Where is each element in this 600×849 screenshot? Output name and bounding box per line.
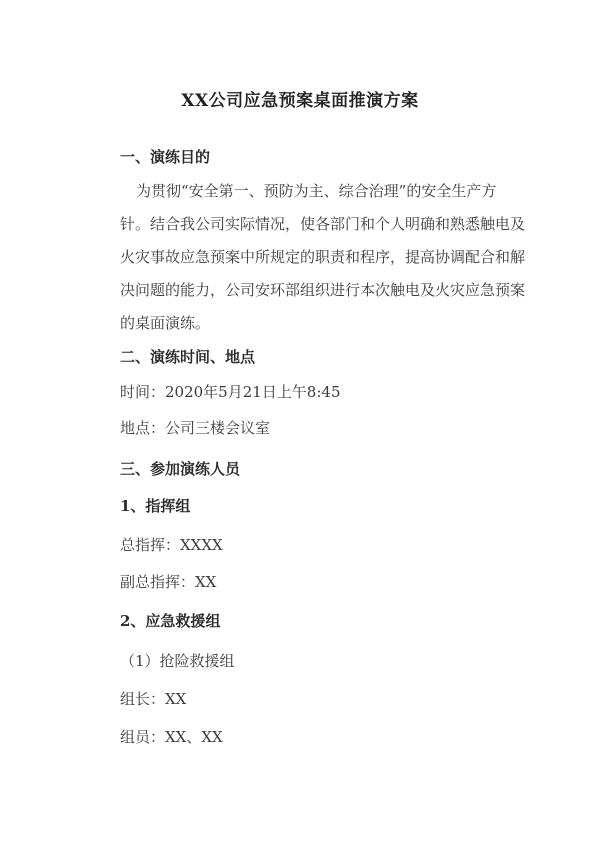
subheading-command-group: 1、指挥组 [120, 497, 191, 515]
purpose-line-2: 针。结合我公司实际情况，使各部门和个人明确和熟悉触电及 [120, 215, 526, 233]
group-members-line: 组员：XX、XX [120, 728, 223, 746]
rescue-subgroup-title: （1）抢险救援组 [120, 652, 235, 670]
commander-line: 总指挥：XXXX [120, 536, 223, 554]
purpose-line-1: 为贯彻“安全第一、预防为主、综合治理”的安全生产方 [136, 182, 497, 200]
section-heading-participants: 三、参加演练人员 [120, 460, 241, 478]
purpose-line-3: 火灾事故应急预案中所规定的职责和程序，提高协调配合和解 [120, 248, 526, 266]
deputy-commander-line: 副总指挥：XX [120, 573, 217, 591]
drill-place: 地点：公司三楼会议室 [120, 419, 271, 437]
section-heading-purpose: 一、演练目的 [120, 148, 211, 166]
document-title: XX公司应急预案桌面推演方案 [181, 91, 419, 111]
drill-time: 时间：2020年5月21日上午8:45 [120, 383, 341, 401]
purpose-line-5: 的桌面演练。 [120, 314, 211, 332]
section-heading-time-place: 二、演练时间、地点 [120, 348, 256, 366]
subheading-rescue-group: 2、应急救援组 [120, 612, 221, 630]
purpose-line-4: 决问题的能力，公司安环部组织进行本次触电及火灾应急预案 [120, 281, 526, 299]
group-leader-line: 组长：XX [120, 690, 187, 708]
